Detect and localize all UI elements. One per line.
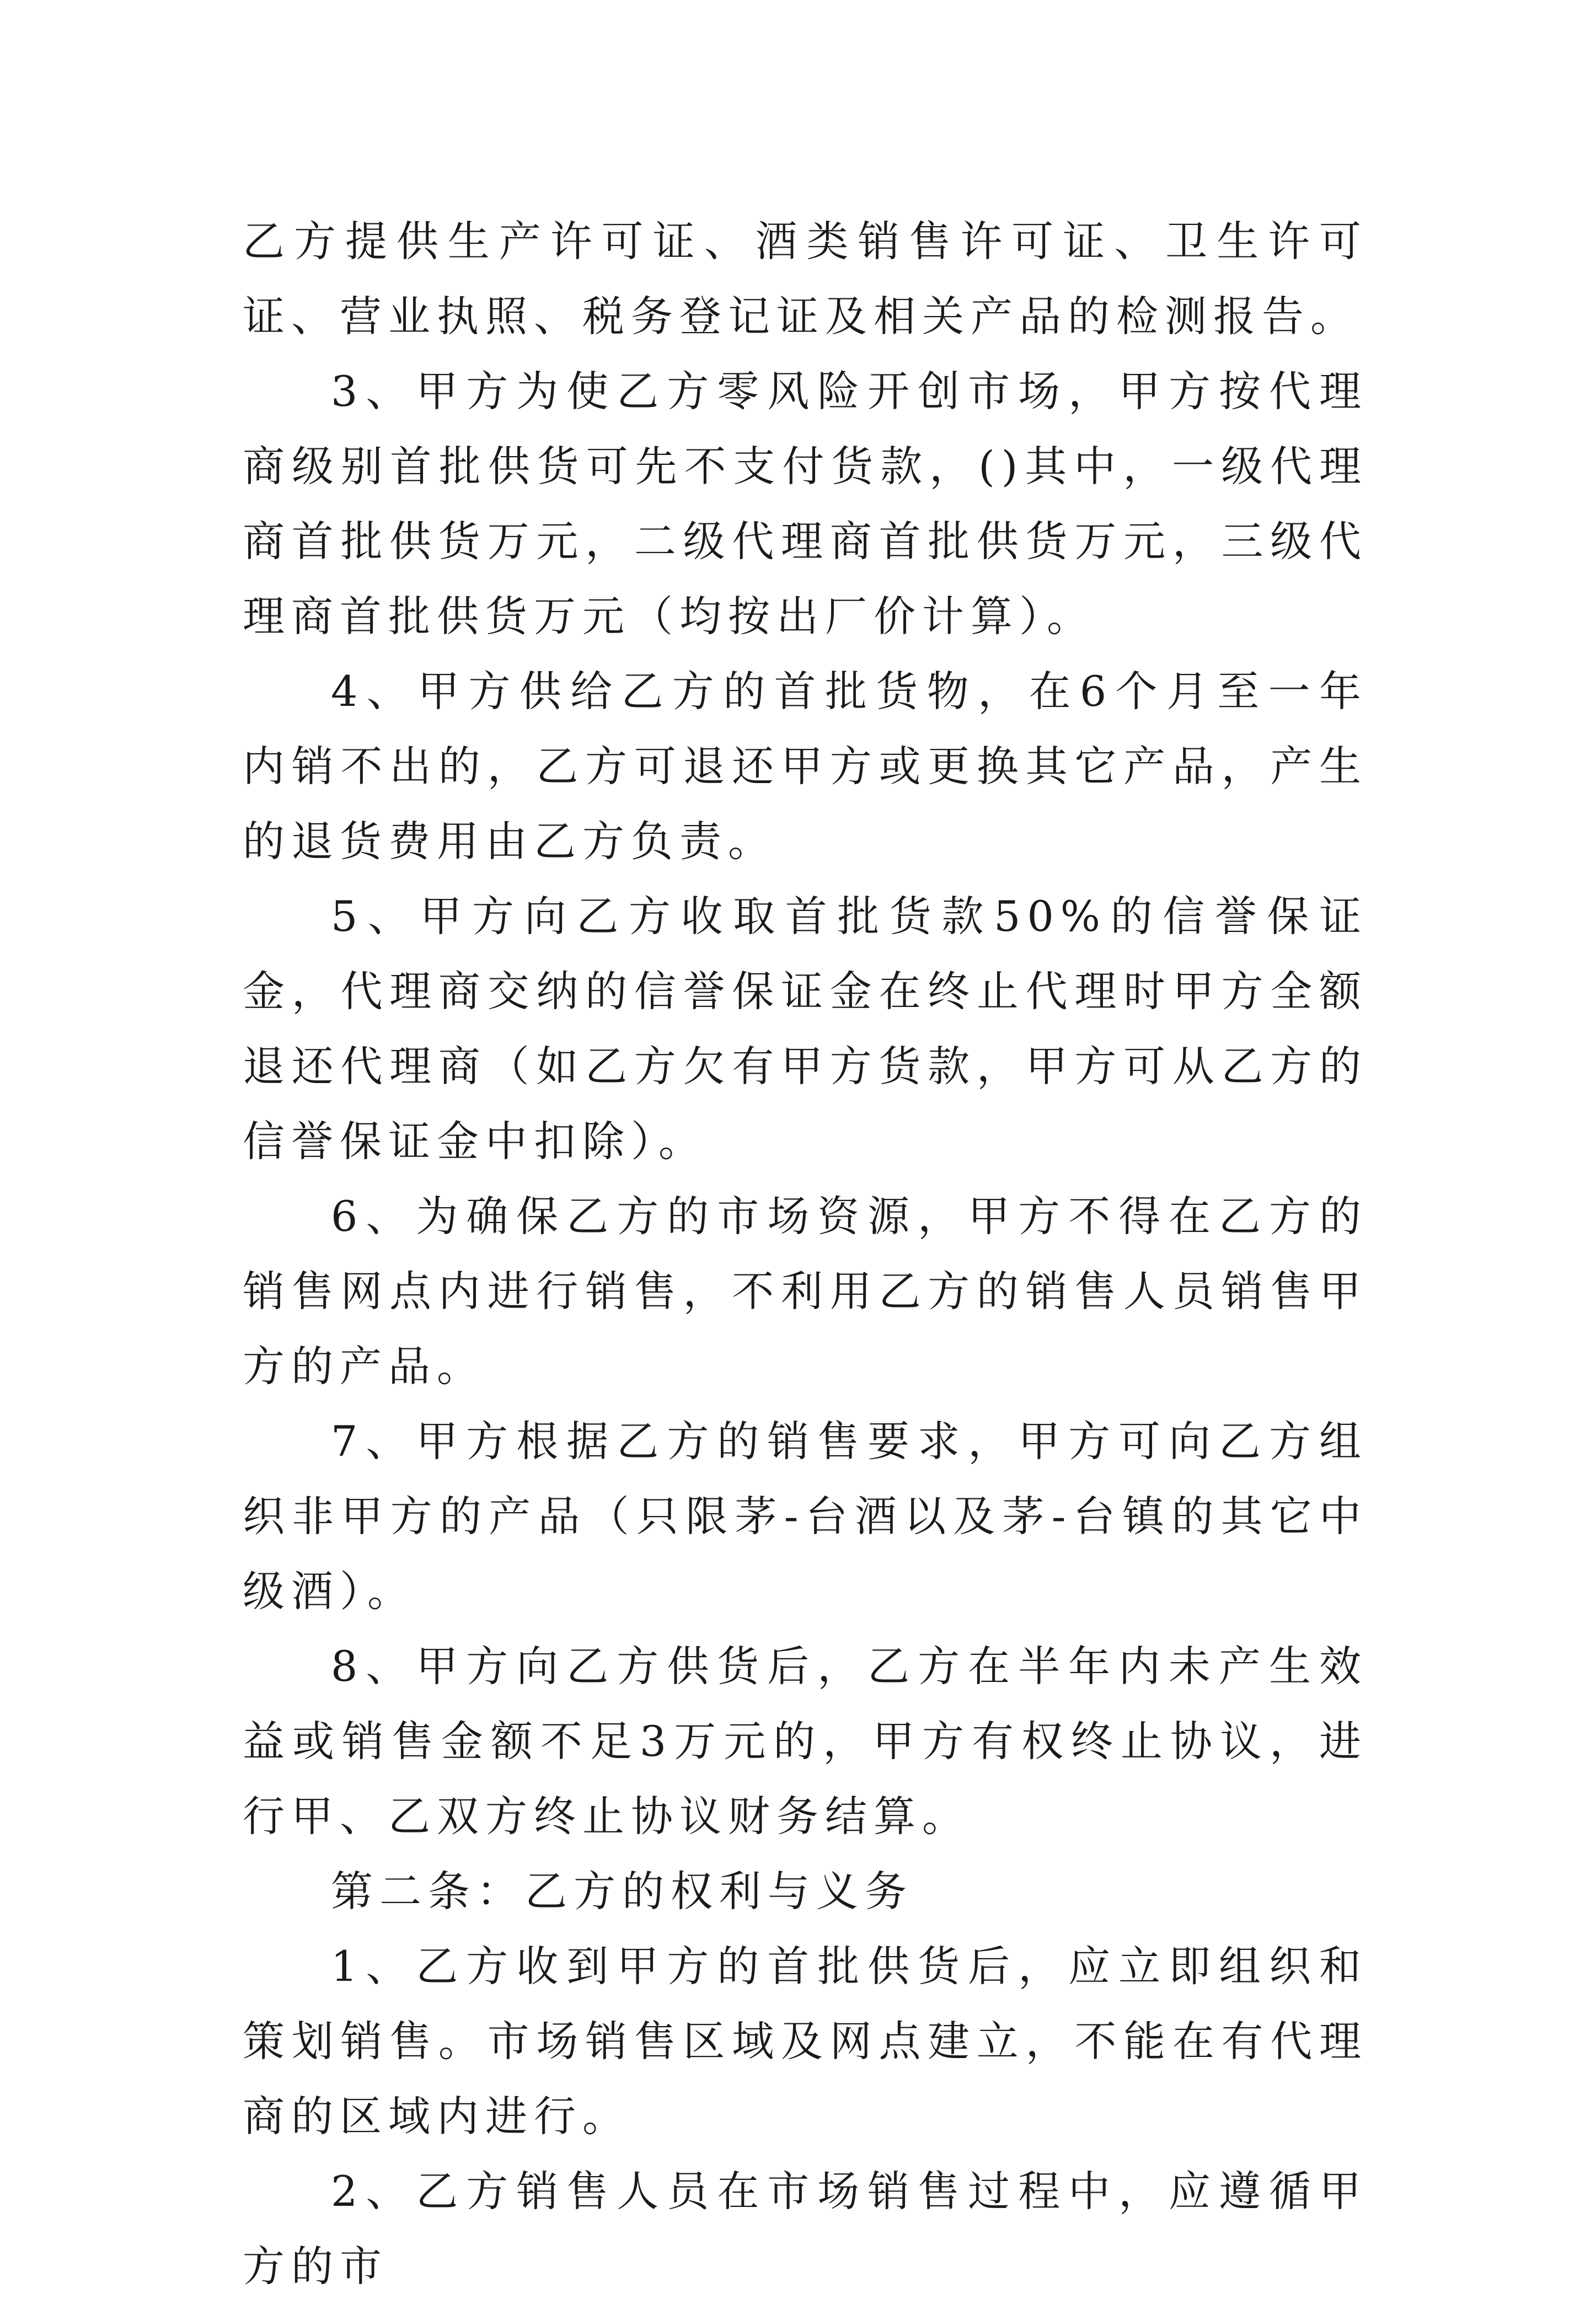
paragraph-clause-8: 8、甲方向乙方供货后，乙方在半年内未产生效益或销售金额不足3万元的，甲方有权终止协议，进行甲、乙双方终止协议财务结算。 <box>243 1642 1368 1841</box>
document-page <box>243 204 1368 2304</box>
paragraph-clause-5: 5、甲方向乙方收取首批货款50%的信誉保证金，代理商交纳的信誉保证金在终止代理时甲方全额退还代理商（如乙方欠有甲方货款，甲方可从乙方的信誉保证金中扣除）。 <box>243 892 1368 1166</box>
paragraph-clause-7: 7、甲方根据乙方的销售要求，甲方可向乙方组织非甲方的产品（只限茅-台酒以及茅-台镇的其它中级酒）。 <box>243 1417 1368 1616</box>
paragraph-clause-4: 4、甲方供给乙方的首批货物，在6个月至一年内销不出的，乙方可退还甲方或更换其它产品，产生的退货费用由乙方负责。 <box>243 667 1368 866</box>
paragraph-party-b-clause-1: 1、乙方收到甲方的首批供货后，应立即组织和策划销售。市场销售区域及网点建立，不能在有代理商的区域内进行。 <box>243 1942 1368 2141</box>
paragraph-clause-6: 6、为确保乙方的市场资源，甲方不得在乙方的销售网点内进行销售，不利用乙方的销售人员销售甲方的产品。 <box>243 1192 1368 1391</box>
paragraph-license-requirements: 乙方提供生产许可证、酒类销售许可证、卫生许可证、营业执照、税务登记证及相关产品的检测报告。 <box>243 217 1368 341</box>
paragraph-party-b-clause-2: 2、乙方销售人员在市场销售过程中，应遵循甲方的市 <box>243 2167 1368 2291</box>
section-heading-article-2: 第二条：乙方的权利与义务 <box>331 1867 913 1916</box>
paragraph-clause-3: 3、甲方为使乙方零风险开创市场，甲方按代理商级别首批供货可先不支付货款，()其中，一级代理商首批供货万元，二级代理商首批供货万元，三级代理商首批供货万元（均按出厂价计算）。 <box>243 367 1368 641</box>
